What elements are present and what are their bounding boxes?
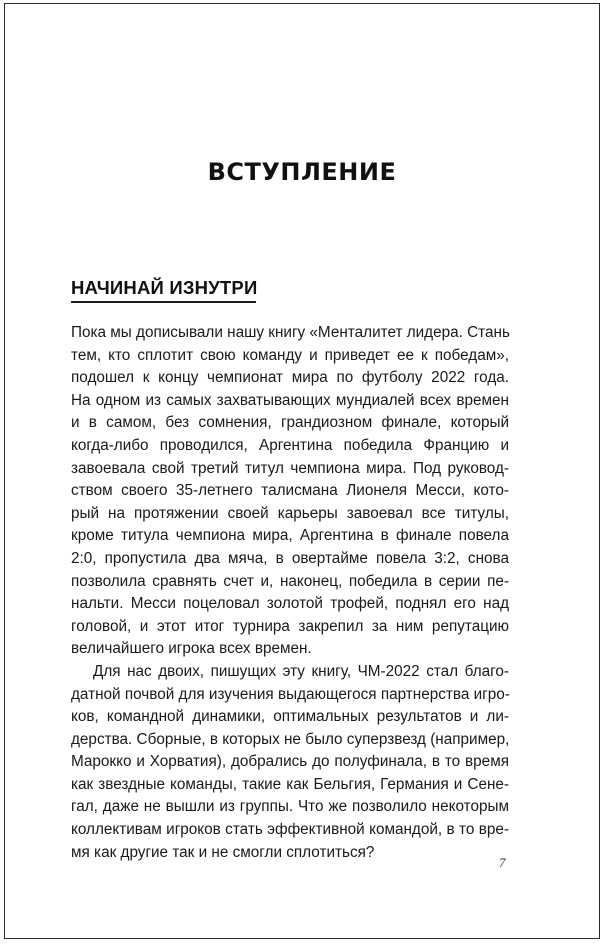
text-line: дерства. Сборные, в которых не было суперзвезд (например, [71,730,510,748]
section-title-underline [71,301,256,303]
text-line: тем, кто сплотит свою команду и приведет ее к победам», [71,346,509,364]
text-line: ством своего 35-летнего талисмана Лионеля Месси, кото- [71,482,509,500]
text-line: как звездные команды, такие как Бельгия, Германия и Сене- [71,775,509,793]
page-number: 7 [499,855,506,870]
text-line: ков, командной динамики, оптимальных результатов и ли- [71,708,509,726]
text-line: позволила сравнять счет и, наконец, победила в серии пе- [71,572,509,590]
text-line: Марокко и Хорватия), добрались до полуфинала, в то время [71,753,509,771]
text-line: Для нас двоих, пишущих эту книгу, ЧМ-2022 стал благо- [93,662,509,680]
text-line: головой, и этот итог турнира закрепил за ним репутацию [71,617,509,635]
text-line: мя как другие так и не смогли сплотиться? [71,843,375,861]
text-line: подошел к концу чемпионат мира по футболу 2022 года. [71,369,509,387]
chapter-title: ВСТУПЛЕНИЕ [207,158,397,186]
text-line: Пока мы дописывали нашу книгу «Менталитет лидера. Стань [71,324,510,341]
body-text [71,322,509,864]
book-page [4,3,600,939]
text-line: На одном из самых захватывающих мундиалей всех времен [71,391,509,409]
text-line: 2:0, пропустила два мяча, в овертайме повела 3:2, снова [71,549,509,567]
text-line: датной почвой для изучения выдающегося партнерства игро- [71,685,510,703]
text-line: и в самом, без сомнения, грандиозном финале, который [71,414,509,432]
text-line: когда-либо проводился, Аргентина победила Францию и [71,436,509,454]
text-line: завоевала свой третий титул чемпиона мира. Под руковод- [71,459,509,477]
paragraph [71,661,509,864]
text-line: гал, даже не вышли из группы. Что же позволило некоторым [71,798,509,816]
text-line: нальти. Месси поцеловал золотой трофей, поднял его над [71,595,509,613]
text-line: величайшего игрока всех времен. [71,640,312,658]
text-line: кроме титула чемпиона мира, Аргентина в финале повела [71,527,509,545]
paragraph [71,322,509,661]
text-line: рый на протяжении своей карьеры завоевал все титулы, [71,504,509,522]
section-title: НАЧИНАЙ ИЗНУТРИ [71,277,258,298]
text-line: коллективам игроков стать эффективной командой, в то вре- [71,821,509,839]
